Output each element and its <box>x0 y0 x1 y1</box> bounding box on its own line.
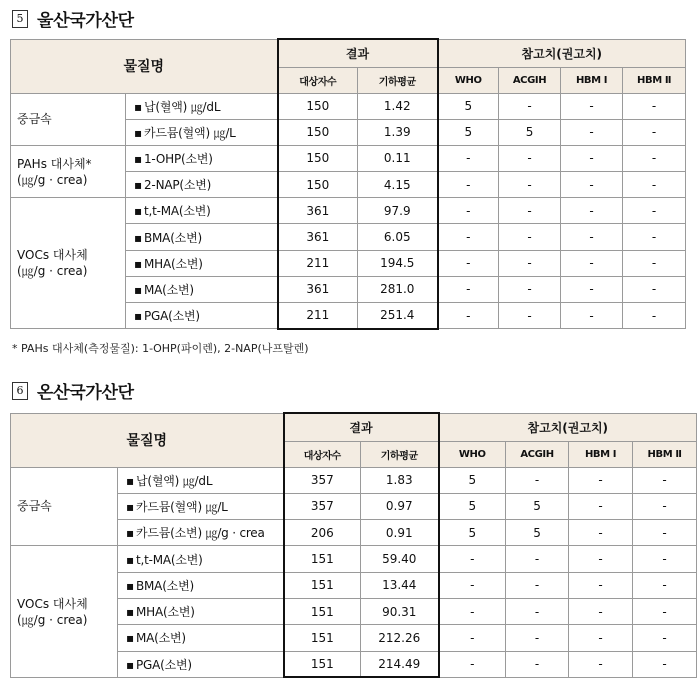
geomean-cell: 214.49 <box>361 651 439 677</box>
header-acgih: ACGIH <box>499 67 561 93</box>
group-label-line: PAHs 대사체* <box>17 156 92 171</box>
acgih-cell: 5 <box>506 520 569 546</box>
substance-cell <box>126 276 278 302</box>
substance-cell <box>126 145 278 171</box>
count-cell: 357 <box>284 493 361 519</box>
header-who: WHO <box>438 67 499 93</box>
hbm2-cell: - <box>633 625 697 651</box>
group-label-line: (㎍/g · crea) <box>17 264 88 279</box>
geomean-cell: 281.0 <box>358 276 438 302</box>
acgih-cell: - <box>499 145 561 171</box>
geomean-cell: 1.83 <box>361 467 439 493</box>
count-cell: 150 <box>278 119 358 145</box>
hbm2-cell: - <box>623 224 686 250</box>
hbm1-cell: - <box>569 572 633 598</box>
header-hbm1: HBM Ⅰ <box>569 441 633 467</box>
who-cell: - <box>438 145 499 171</box>
acgih-cell: - <box>499 250 561 276</box>
acgih-cell: - <box>499 172 561 198</box>
section-number-6: 6 <box>12 382 28 400</box>
who-cell: - <box>438 198 499 224</box>
acgih-cell: 5 <box>506 493 569 519</box>
who-cell: - <box>438 276 499 302</box>
header-substance: 물질명 <box>11 39 278 93</box>
header-hbm1: HBM Ⅰ <box>561 67 623 93</box>
count-cell: 150 <box>278 145 358 171</box>
table-row <box>11 546 697 572</box>
geomean-cell: 251.4 <box>358 303 438 329</box>
count-cell: 361 <box>278 198 358 224</box>
count-cell: 357 <box>284 467 361 493</box>
hbm2-cell: - <box>633 572 697 598</box>
section-title-text-6: 온산국가산단 <box>37 383 134 403</box>
header-reference: 참고치(권고치) <box>439 413 697 441</box>
acgih-cell: - <box>506 598 569 624</box>
bullet-icon: ▪ <box>126 499 134 514</box>
count-cell: 151 <box>284 598 361 624</box>
who-cell: 5 <box>438 119 499 145</box>
hbm1-cell: - <box>561 93 623 119</box>
bullet-icon: ▪ <box>126 552 134 567</box>
substance-cell <box>126 119 278 145</box>
group-label <box>11 467 118 546</box>
substance-cell <box>118 493 284 519</box>
hbm1-cell: - <box>569 625 633 651</box>
bullet-icon: ▪ <box>126 631 134 646</box>
hbm2-cell: - <box>633 546 697 572</box>
hbm1-cell: - <box>561 276 623 302</box>
section-title-text-5: 울산국가산단 <box>37 11 134 31</box>
count-cell: 151 <box>284 625 361 651</box>
acgih-cell: - <box>506 467 569 493</box>
hbm2-cell: - <box>623 172 686 198</box>
substance-name: 납(혈액) ㎍/dL <box>144 99 221 114</box>
substance-cell <box>126 303 278 329</box>
bullet-icon: ▪ <box>134 256 142 271</box>
substance-cell <box>118 625 284 651</box>
acgih-cell: - <box>499 276 561 302</box>
header-result: 결과 <box>278 39 438 67</box>
geomean-cell: 0.91 <box>361 520 439 546</box>
table-row <box>11 93 686 119</box>
substance-cell <box>118 520 284 546</box>
hbm2-cell: - <box>633 493 697 519</box>
bullet-icon: ▪ <box>126 657 134 672</box>
hbm1-cell: - <box>561 145 623 171</box>
header-count: 대상자수 <box>284 441 361 467</box>
group-label <box>11 93 126 145</box>
geomean-cell: 0.11 <box>358 145 438 171</box>
geomean-cell: 6.05 <box>358 224 438 250</box>
who-cell: - <box>438 172 499 198</box>
hbm1-cell: - <box>569 467 633 493</box>
bullet-icon: ▪ <box>134 125 142 140</box>
substance-cell <box>118 467 284 493</box>
substance-name: 카드뮴(소변) ㎍/g · crea <box>136 526 265 541</box>
group-label-line: 중금속 <box>17 499 52 514</box>
group-label <box>11 198 126 329</box>
section-title-6 <box>12 378 134 403</box>
header-reference: 참고치(권고치) <box>438 39 686 67</box>
header-geomean: 기하평균 <box>361 441 439 467</box>
count-cell: 211 <box>278 250 358 276</box>
table-row <box>11 145 686 171</box>
substance-name: t,t-MA(소변) <box>144 204 211 219</box>
group-label <box>11 145 126 197</box>
count-cell: 151 <box>284 546 361 572</box>
substance-name: BMA(소변) <box>144 230 202 245</box>
substance-cell <box>126 93 278 119</box>
group-label <box>11 546 118 677</box>
geomean-cell: 4.15 <box>358 172 438 198</box>
hbm1-cell: - <box>561 303 623 329</box>
hbm1-cell: - <box>561 250 623 276</box>
substance-cell <box>118 546 284 572</box>
acgih-cell: - <box>506 546 569 572</box>
substance-name: 2-NAP(소변) <box>144 178 212 193</box>
who-cell: - <box>438 250 499 276</box>
header-hbm2: HBM Ⅱ <box>633 441 697 467</box>
substance-cell <box>126 250 278 276</box>
hbm2-cell: - <box>623 276 686 302</box>
substance-name: PGA(소변) <box>136 657 192 672</box>
count-cell: 150 <box>278 172 358 198</box>
geomean-cell: 90.31 <box>361 598 439 624</box>
geomean-cell: 97.9 <box>358 198 438 224</box>
geomean-cell: 194.5 <box>358 250 438 276</box>
bullet-icon: ▪ <box>134 151 142 166</box>
hbm2-cell: - <box>633 598 697 624</box>
header-hbm2: HBM Ⅱ <box>623 67 686 93</box>
who-cell: 5 <box>439 520 506 546</box>
substance-name: 1-OHP(소변) <box>144 151 213 166</box>
substance-name: 납(혈액) ㎍/dL <box>136 473 213 488</box>
who-cell: 5 <box>439 493 506 519</box>
who-cell: - <box>439 625 506 651</box>
table-row <box>11 467 697 493</box>
count-cell: 361 <box>278 224 358 250</box>
biomonitoring-table-onsan <box>10 412 697 678</box>
who-cell: - <box>439 572 506 598</box>
hbm1-cell: - <box>569 520 633 546</box>
who-cell: - <box>438 224 499 250</box>
bullet-icon: ▪ <box>126 526 134 541</box>
substance-name: 카드뮴(혈액) ㎍/L <box>144 125 236 140</box>
substance-name: 카드뮴(혈액) ㎍/L <box>136 499 228 514</box>
count-cell: 151 <box>284 651 361 677</box>
bullet-icon: ▪ <box>134 230 142 245</box>
hbm2-cell: - <box>623 250 686 276</box>
bullet-icon: ▪ <box>134 99 142 114</box>
bullet-icon: ▪ <box>134 178 142 193</box>
hbm2-cell: - <box>623 145 686 171</box>
hbm2-cell: - <box>633 467 697 493</box>
hbm1-cell: - <box>561 172 623 198</box>
hbm1-cell: - <box>561 198 623 224</box>
substance-cell <box>126 172 278 198</box>
substance-name: MA(소변) <box>136 631 186 646</box>
header-result: 결과 <box>284 413 439 441</box>
who-cell: 5 <box>439 467 506 493</box>
acgih-cell: - <box>506 625 569 651</box>
bullet-icon: ▪ <box>126 473 134 488</box>
bullet-icon: ▪ <box>126 605 134 620</box>
substance-name: BMA(소변) <box>136 578 194 593</box>
header-substance: 물질명 <box>11 413 284 467</box>
header-count: 대상자수 <box>278 67 358 93</box>
group-label-line: 중금속 <box>17 112 52 127</box>
table-row <box>11 198 686 224</box>
hbm2-cell: - <box>633 651 697 677</box>
hbm2-cell: - <box>623 198 686 224</box>
group-label-line: VOCs 대사체 <box>17 596 88 611</box>
hbm1-cell: - <box>569 546 633 572</box>
substance-cell <box>118 598 284 624</box>
header-geomean: 기하평균 <box>358 67 438 93</box>
substance-name: MHA(소변) <box>136 605 195 620</box>
hbm1-cell: - <box>569 598 633 624</box>
hbm2-cell: - <box>623 303 686 329</box>
hbm1-cell: - <box>569 493 633 519</box>
geomean-cell: 1.39 <box>358 119 438 145</box>
group-label-line: (㎍/g · crea) <box>17 172 88 187</box>
bullet-icon: ▪ <box>134 204 142 219</box>
substance-name: PGA(소변) <box>144 309 200 324</box>
geomean-cell: 0.97 <box>361 493 439 519</box>
hbm1-cell: - <box>569 651 633 677</box>
acgih-cell: - <box>506 572 569 598</box>
acgih-cell: 5 <box>499 119 561 145</box>
count-cell: 206 <box>284 520 361 546</box>
hbm1-cell: - <box>561 119 623 145</box>
substance-cell <box>126 198 278 224</box>
hbm2-cell: - <box>623 93 686 119</box>
count-cell: 361 <box>278 276 358 302</box>
who-cell: - <box>439 598 506 624</box>
substance-name: t,t-MA(소변) <box>136 552 203 567</box>
bullet-icon: ▪ <box>134 309 142 324</box>
substance-name: MHA(소변) <box>144 256 203 271</box>
biomonitoring-table-ulsan <box>10 38 686 330</box>
who-cell: - <box>439 546 506 572</box>
hbm2-cell: - <box>623 119 686 145</box>
who-cell: 5 <box>438 93 499 119</box>
bullet-icon: ▪ <box>126 578 134 593</box>
substance-cell <box>118 651 284 677</box>
substance-name: MA(소변) <box>144 282 194 297</box>
footnote-pahs: * PAHs 대사체(측정물질): 1-OHP(파이렌), 2-NAP(나프탈렌) <box>12 342 309 355</box>
geomean-cell: 212.26 <box>361 625 439 651</box>
geomean-cell: 59.40 <box>361 546 439 572</box>
section-title-5 <box>12 6 134 31</box>
hbm2-cell: - <box>633 520 697 546</box>
hbm1-cell: - <box>561 224 623 250</box>
acgih-cell: - <box>499 303 561 329</box>
geomean-cell: 1.42 <box>358 93 438 119</box>
substance-cell <box>118 572 284 598</box>
who-cell: - <box>438 303 499 329</box>
section-number-5: 5 <box>12 10 28 28</box>
who-cell: - <box>439 651 506 677</box>
count-cell: 211 <box>278 303 358 329</box>
group-label-line: VOCs 대사체 <box>17 248 88 263</box>
header-acgih: ACGIH <box>506 441 569 467</box>
substance-cell <box>126 224 278 250</box>
acgih-cell: - <box>499 93 561 119</box>
acgih-cell: - <box>506 651 569 677</box>
bullet-icon: ▪ <box>134 282 142 297</box>
group-label-line: (㎍/g · crea) <box>17 612 88 627</box>
count-cell: 150 <box>278 93 358 119</box>
header-who: WHO <box>439 441 506 467</box>
acgih-cell: - <box>499 224 561 250</box>
count-cell: 151 <box>284 572 361 598</box>
geomean-cell: 13.44 <box>361 572 439 598</box>
acgih-cell: - <box>499 198 561 224</box>
